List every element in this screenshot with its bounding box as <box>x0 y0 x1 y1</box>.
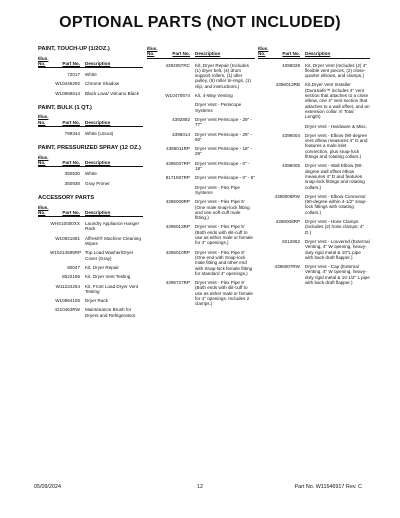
column-1 <box>38 46 143 322</box>
table-row <box>258 63 370 79</box>
illus-no-cell <box>147 199 159 220</box>
table-row <box>147 63 255 89</box>
header-description: Description <box>85 60 111 66</box>
table-row <box>147 250 255 276</box>
illus-no-cell <box>38 72 50 77</box>
header-description: Description <box>195 51 221 57</box>
table-row <box>258 219 370 235</box>
table-row <box>147 93 255 98</box>
table-row <box>258 264 370 285</box>
illus-no-cell <box>147 224 159 245</box>
illus-no-cell <box>147 146 159 157</box>
part-number: 8171587RP <box>165 175 190 181</box>
part-description: Dryer Vent - Periscope Systems <box>195 102 242 113</box>
table-row <box>258 163 370 189</box>
part-description: Top Load Washer/Dryer Cover (Gray) <box>85 250 134 261</box>
illus-no-cell <box>38 298 50 303</box>
part-description: Kit, Dryer Vent (Includes (2) 4" flexible vent pieces, (2) close-quarter elbows, and clamps.) <box>305 62 367 79</box>
table-row <box>38 298 143 303</box>
table-row <box>38 274 143 279</box>
section-title: ACCESSORY PARTS <box>38 195 95 202</box>
header-part-no: Part No. <box>282 51 300 57</box>
part-description: Dryer Vent - Cap (External Venting, 4" W opening, heavy-duty rigid metal & 10 1/2" L pipe with back draft flapper.) <box>305 264 370 285</box>
illus-no-cell <box>147 175 159 180</box>
table-row <box>258 82 370 119</box>
illus-no-cell <box>258 82 270 119</box>
illus-no-cell <box>38 171 50 176</box>
table-row <box>147 102 255 113</box>
part-number: 80047 <box>67 264 80 270</box>
part-number: 4210463RW <box>54 307 80 313</box>
part-number: 4392067RC <box>165 62 190 68</box>
part-description: Dryer Vent - Hardware & Misc. <box>305 123 368 129</box>
part-description: Kit, Dryer Repair (Includes (1) dryer belt, (4) drum support rollers, (1) idler pulley, (9) roller tri-rings, (1) clip, and instructions.) <box>195 62 252 89</box>
part-description: Dryer Vent Periscope - 18" - 29" <box>195 146 253 157</box>
part-description: Dryer Vent Periscope - 29" - 77" <box>195 116 253 128</box>
illus-no-cell <box>38 250 50 261</box>
header-part-no: Part No. <box>62 160 80 166</box>
table-row <box>258 124 370 129</box>
column-3 <box>258 46 370 289</box>
table-row <box>147 132 255 143</box>
part-description: White <box>85 72 97 78</box>
part-number: 350938 <box>64 180 80 186</box>
page-title: OPTIONAL PARTS (NOT INCLUDED) <box>59 14 341 31</box>
part-number: 4396006RW <box>274 193 300 199</box>
table-row <box>38 72 143 77</box>
table-row <box>38 171 143 176</box>
section-title: PAINT, PRESSURIZED SPRAY (12 OZ.) <box>38 145 141 152</box>
part-description: Kit, Dryer Repair <box>85 264 119 270</box>
footer-part-number: Part No. W11546917 Rev. C <box>294 484 362 490</box>
part-number <box>270 124 305 129</box>
part-description: Dryer Rack <box>85 298 108 304</box>
table-row <box>147 117 255 128</box>
illus-no-cell <box>38 307 50 318</box>
header-illus-no: Illus. No. <box>38 204 49 215</box>
table-row <box>38 250 143 261</box>
part-number: W10864105 <box>55 298 80 304</box>
header-description: Description <box>305 51 331 57</box>
part-description: Dryer Vent - Flex Pipe 5' (One male snap-lock fitting and one soft-cuff male fitting.) <box>195 199 250 221</box>
table-header <box>147 46 255 59</box>
part-number: 4396727RP <box>165 280 190 286</box>
illus-no-cell <box>38 236 50 247</box>
table-row <box>147 175 255 180</box>
header-part-no: Part No. <box>62 119 80 125</box>
table-row <box>258 239 370 260</box>
table-row <box>147 280 255 306</box>
table-row <box>38 221 143 232</box>
illus-no-cell <box>147 250 159 276</box>
part-number: 8522196 <box>62 274 80 280</box>
part-description: White (Unout) <box>85 131 114 137</box>
part-number: 4396005 <box>282 163 300 169</box>
part-number: 4396010RP <box>165 249 190 255</box>
table-row <box>258 133 370 159</box>
part-description: White <box>85 171 97 177</box>
illus-no-cell <box>38 181 50 186</box>
part-number: W10470674 <box>165 93 190 99</box>
part-number: 350530 <box>64 171 80 177</box>
part-description: Maintenance Brush for Dryers and Refrigerators <box>85 307 136 318</box>
part-description: Dryer Vent - Louvered (External Venting, 4" W opening, heavy-duty rigid metal & 10"L pipe with back draft flapper.) <box>305 238 370 260</box>
part-number: 799344 <box>64 131 80 137</box>
part-number: W11224254 <box>55 283 80 289</box>
table-row <box>147 146 255 157</box>
header-illus-no: Illus. No. <box>38 114 49 125</box>
part-number: 4392892 <box>172 116 190 122</box>
illus-no-cell <box>258 239 270 260</box>
table-header <box>38 155 143 168</box>
part-description: Dryer Vent - Flex Pipe 8' (One end with Snap-lock male fitting and other end with Snap-lock female fitting for standard 4" openings.) <box>195 249 253 276</box>
part-number: W10214598RP <box>50 250 82 256</box>
part-description: Dryer Vent - Hose Clamps (includes (2) hose clamps; 4" D.) <box>305 219 365 235</box>
header-description: Description <box>85 119 111 125</box>
part-description: Kit, 4-Way Venting <box>195 93 233 99</box>
part-number: 4396011RP <box>166 146 190 152</box>
illus-no-cell <box>258 219 270 235</box>
table-row <box>38 284 143 295</box>
part-number: 4396014 <box>172 131 190 137</box>
table-row <box>147 185 255 196</box>
illus-no-cell <box>147 280 159 306</box>
header-description: Description <box>85 209 111 215</box>
part-description: Dryer Vent - Flex Pipe 5' (Both ends with slit-cuff to use as either male or female for 4" openings.) <box>195 224 253 246</box>
table-row <box>38 181 143 186</box>
part-description: Chrome Shadow <box>85 81 120 87</box>
part-description: Affresh® Machine Cleaning Wipes <box>85 235 141 247</box>
illus-no-cell <box>258 264 270 285</box>
part-description: Dryer Vent - Elbow Connector (90-degree within 4-1/2" snap-lock fittings with rotating collars.) <box>305 193 367 215</box>
column-2 <box>147 46 255 311</box>
table-header <box>38 205 143 218</box>
illus-no-cell <box>38 81 50 86</box>
part-number: W10868614 <box>55 90 80 96</box>
part-description: Kit,Dryer Vent Installer (DuraSafe™ includes 4" vent section that attaches to a close elbow, one 4" vent section that attaches to a wall offset, and an extension collar. 8' Total Length) <box>305 82 370 120</box>
table-row <box>38 91 143 96</box>
part-description: Dryer Vent Periscope - 0" - 5" <box>195 175 255 181</box>
illus-no-cell <box>258 163 270 189</box>
part-description: Laundry Appliance Hanger Rack <box>85 221 140 232</box>
illus-no-cell <box>38 91 50 96</box>
part-number: W10446292 <box>55 81 80 87</box>
table-row <box>38 307 143 318</box>
table-header <box>38 114 143 127</box>
table-row <box>38 131 143 136</box>
illus-no-cell <box>38 274 50 279</box>
part-number: 4396009RP <box>165 199 190 205</box>
illus-no-cell <box>258 63 270 79</box>
illus-no-cell <box>258 133 270 159</box>
illus-no-cell <box>147 93 159 98</box>
part-description: Dryer Vent - Elbow (90-degree vent elbow measures 4" D and features a male inlet connection, plus snap-lock fittings and rotating collars.) <box>305 132 368 160</box>
part-description: Dryer Vent - Flex Pipe Systems <box>195 184 240 195</box>
part-number <box>159 102 195 113</box>
header-part-no: Part No. <box>172 51 190 57</box>
table-row <box>147 199 255 220</box>
part-description: Kit, Dryer Vent Testing <box>85 274 131 280</box>
table-row <box>147 161 255 172</box>
header-illus-no: Illus. No. <box>147 46 158 57</box>
header-illus-no: Illus. No. <box>258 46 269 57</box>
part-description: Dryer Vent Periscope - 0" - 18" <box>195 160 250 172</box>
header-illus-no: Illus. No. <box>38 55 49 66</box>
part-number <box>159 185 195 196</box>
table-header <box>258 46 370 59</box>
illus-no-cell <box>258 194 270 215</box>
illus-no-cell <box>38 284 50 295</box>
part-number: 4396004 <box>282 132 300 138</box>
part-number: 4396008RP <box>275 219 300 225</box>
part-description: Gray Primer <box>85 180 110 186</box>
header-part-no: Part No. <box>62 60 80 66</box>
illus-no-cell <box>147 132 159 143</box>
footer-page-number: 12 <box>197 484 203 490</box>
illus-no-cell <box>38 265 50 270</box>
part-description: Dryer Vent - Wall Elbow (90-degree wall offset elbow measures 4" D and features snap-lock fittings and rotating collars.) <box>305 163 365 190</box>
table-row <box>38 81 143 86</box>
part-number: WHS10000XX <box>50 221 80 227</box>
part-description: Dryer Vent - Flex Pipe 8' (Both ends with slit-cuff to use as either male or female for 4" openings. Includes 2 clamps.) <box>195 280 253 307</box>
illus-no-cell <box>147 63 159 89</box>
part-number: 8212662 <box>282 238 300 244</box>
part-description: Black Lava/ Volcano Black <box>85 90 139 96</box>
part-number: 72017 <box>67 72 80 78</box>
part-number: 4396037RP <box>165 160 190 166</box>
illus-no-cell <box>147 161 159 172</box>
part-description: Dryer Vent Periscope - 29" - 50" <box>195 131 253 142</box>
illus-no-cell <box>147 102 159 113</box>
part-description: Kit, Front Load Dryer Vent Testing <box>85 283 139 294</box>
footer-date: 05/09/2024 <box>34 484 61 490</box>
header-illus-no: Illus. No. <box>38 154 49 166</box>
illus-no-cell <box>38 131 50 136</box>
part-number: 4396007RW <box>274 264 300 270</box>
illus-no-cell <box>258 124 270 129</box>
table-row <box>258 194 370 215</box>
table-row <box>38 236 143 247</box>
part-number: 4396013RB <box>275 82 300 88</box>
illus-no-cell <box>38 221 50 232</box>
header-description: Description <box>85 160 111 166</box>
header-part-no: Part No. <box>62 209 80 215</box>
part-number: 4396028 <box>282 62 300 68</box>
table-row <box>38 265 143 270</box>
part-number: 4396013RP <box>165 224 190 230</box>
illus-no-cell <box>147 185 159 196</box>
illus-no-cell <box>147 117 159 128</box>
section-title: PAINT, TOUCH-UP (1/2OZ.) <box>38 46 110 52</box>
table-row <box>147 224 255 245</box>
part-number: W10921681 <box>55 235 80 241</box>
section-title: PAINT, BULK (1 QT.) <box>38 104 92 111</box>
table-header <box>38 56 143 69</box>
